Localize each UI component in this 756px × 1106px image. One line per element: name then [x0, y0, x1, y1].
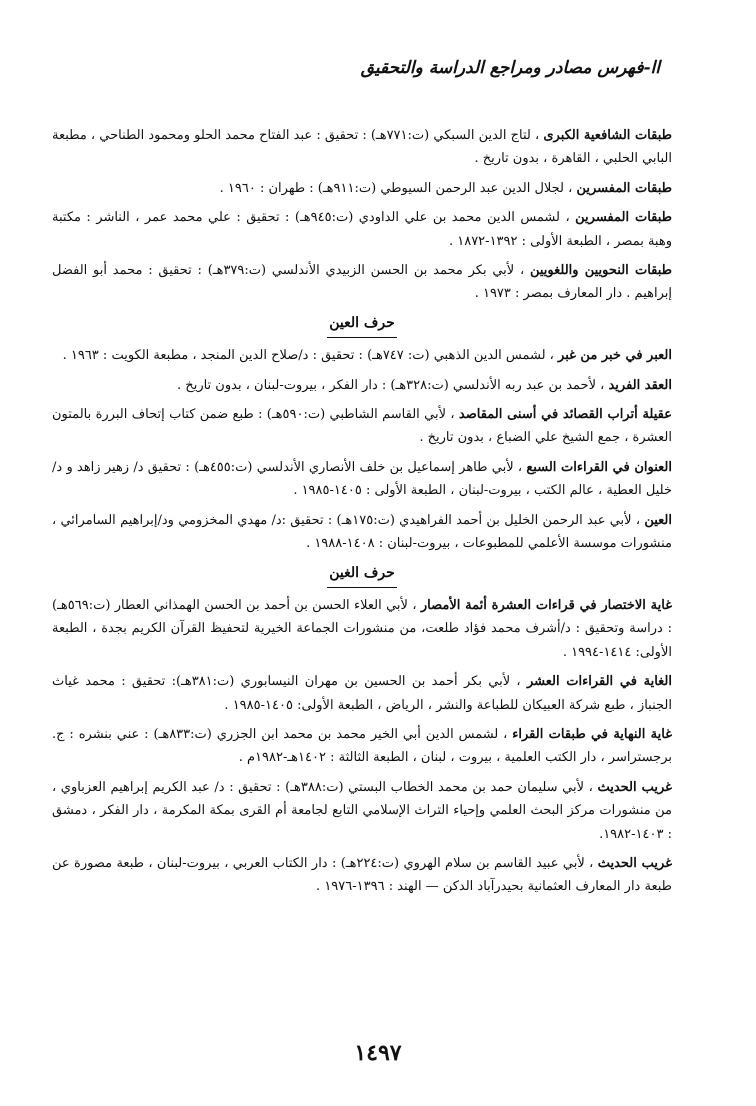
bibliography-entry [52, 852, 672, 899]
entry-title: الغاية في القراءات العشر [526, 674, 673, 690]
entry-details: ، لجلال الدين عبد الرحمن السيوطي (ت:٩١١هـ) : طهران : ١٩٦٠ . [219, 180, 577, 196]
entry-details: ، لأبي طاهر إسماعيل بن خلف الأنصاري الأندلسي (ت:٤٥٥هـ) : تحقيق د/ زهير زاهد و د/ خليل العطية ، عالم الكتب ، بيروت-لبنان ، الطبعة الأولى : ١٤٠٥-١٩٨٥ . [52, 459, 672, 499]
bibliography-entry [52, 670, 672, 717]
entry-title: غريب الحديث [597, 779, 672, 795]
bibliography-entry [52, 403, 672, 450]
entry-details: ، لأبي عبد الرحمن الخليل بن أحمد الفراهيدي (ت:١٧٥هـ) : تحقيق :د/ مهدي المخزومي ود/إبراهيم السامرائي ، منشورات موسسة الأعلمي للمطبوعات ، بيروت-لبنان : ١٤٠٨-١٩٨٨ . [52, 512, 672, 552]
bibliography-entry [52, 594, 672, 664]
entry-details: ، لشمس الدين الذهبي (ت: ٧٤٧هـ) : تحقيق : د/صلاح الدين المنجد ، مطبعة الكويت : ١٩٦٣ . [62, 348, 559, 364]
entry-details: ، لأحمد بن عبد ربه الأندلسي (ت:٣٢٨هـ) : دار الفكر ، بيروت-لبنان ، بدون تاريخ . [177, 377, 609, 393]
bibliography-entry [52, 509, 672, 556]
entry-details: ، لأبي القاسم الشاطبي (ت:٥٩٠هـ) : طبع ضمن كتاب إتحاف البررة بالمتون العشرة ، جمع الشيخ علي الضباع ، بدون تاريخ . [52, 407, 672, 446]
entry-title: طبقات المفسرين [575, 210, 672, 226]
bibliography-entry [52, 723, 672, 770]
bibliography-entry [52, 776, 672, 846]
entry-details: ، لأبي سليمان حمد بن محمد الخطاب البستي (ت:٣٨٨هـ) : تحقيق : د/ عبد الكريم إبراهيم العزباوي ، من منشورات مركز البحث العلمي وإحياء التراث الإسلامي التابع لجامعة أم القرى بمكة المكرمة ، دار الفكر ، دمشق : ١٤٠٣-١٩٨٢. [52, 779, 672, 842]
entry-title: العقد الفريد [608, 377, 672, 393]
bibliography-entry [52, 177, 672, 200]
bibliography-entry [52, 124, 672, 171]
entry-details: ، لأبي العلاء الحسن بن أحمد بن الحسن الهمذاني العطار (ت:٥٦٩هـ) : دراسة وتحقيق : د/أشرف محمد فؤاد طلعت، من منشورات الجماعة الخيرية لتحفيظ القرآن الكريم بجدة ، الطبعة الأولى: ١٤١٤-١٩٩٤ . [52, 597, 672, 660]
entry-title: العنوان في القراءات السبع [526, 459, 672, 475]
entry-title: غريب الحديث [597, 855, 673, 871]
entry-title: طبقات النحويين واللغويين [529, 263, 672, 279]
running-head: اا-فهرس مصادر ومراجع الدراسة والتحقيق [360, 58, 660, 78]
bibliography-list [52, 124, 672, 905]
section-heading [52, 312, 672, 338]
bibliography-entry [52, 374, 672, 397]
entry-title: عقيلة أتراب القصائد في أسنى المقاصد [458, 407, 672, 423]
entry-details: ، لأبي بكر أحمد بن الحسين بن مهران النيسابوري (ت:٣٨١هـ): تحقيق : محمد غياث الجنباز ، طبع شركة العبيكان للطباعة والنشر ، الرياض ، الطبعة الأولى: ١٤٠٥-١٩٨٥ . [52, 674, 672, 713]
bibliography-entry [52, 206, 672, 253]
entry-title: غاية الاختصار في قراءات العشرة أئمة الأمصار [420, 597, 672, 613]
entry-title: طبقات المفسرين [576, 180, 672, 196]
entry-details: ، لشمس الدين محمد بن علي الداودي (ت:٩٤٥هـ) : تحقيق : علي محمد عمر ، الناشر : مكتبة وهبة بمصر ، الطبعة الأولى : ١٣٩٢-١٨٧٢ . [52, 210, 672, 249]
entry-details: ، لأبي بكر محمد بن الحسن الزبيدي الأندلسي (ت:٣٧٩هـ) : تحقيق : محمد أبو الفضل إبراهيم . دار المعارف بمصر : ١٩٧٣ . [52, 263, 672, 302]
section-heading [52, 562, 672, 588]
entry-details: ، لشمس الدين أبي الخير محمد بن محمد ابن الجزري (ت:٨٣٣هـ) : عني بنشره : ج. برجستراسر ، دار الكتب العلمية ، بيروت ، لبنان ، الطبعة الثالثة : ١٤٠٢هـ-١٩٨٢م . [52, 726, 672, 766]
entry-details: ، لأبي عبيد القاسم بن سلام الهروي (ت:٢٢٤هـ) : دار الكتاب العربي ، بيروت-لبنان ، طبعة مصورة عن طبعة دار المعارف العثمانية بحيدرآباد الدكن — الهند : ١٣٩٦-١٩٧٦ . [52, 855, 672, 895]
entry-title: العبر في خبر من غبر [558, 348, 672, 364]
entry-details: ، لتاج الدين السبكي (ت:٧٧١هـ) : تحقيق : عبد الفتاح محمد الحلو ومحمود الطناحي ، مطبعة البابي الحلبي ، القاهرة ، بدون تاريخ . [52, 128, 672, 167]
section-heading-label: حرف العين [327, 312, 397, 338]
entry-title: غاية النهاية في طبقات القراء [512, 726, 672, 742]
bibliography-entry [52, 259, 672, 306]
bibliography-entry [52, 344, 672, 367]
entry-title: طبقات الشافعية الكبرى [543, 128, 672, 143]
entry-title: العين [644, 512, 672, 528]
page-number: ١٤٩٧ [354, 1040, 402, 1066]
bibliography-entry [52, 456, 672, 503]
section-heading-label: حرف الغين [327, 562, 397, 588]
